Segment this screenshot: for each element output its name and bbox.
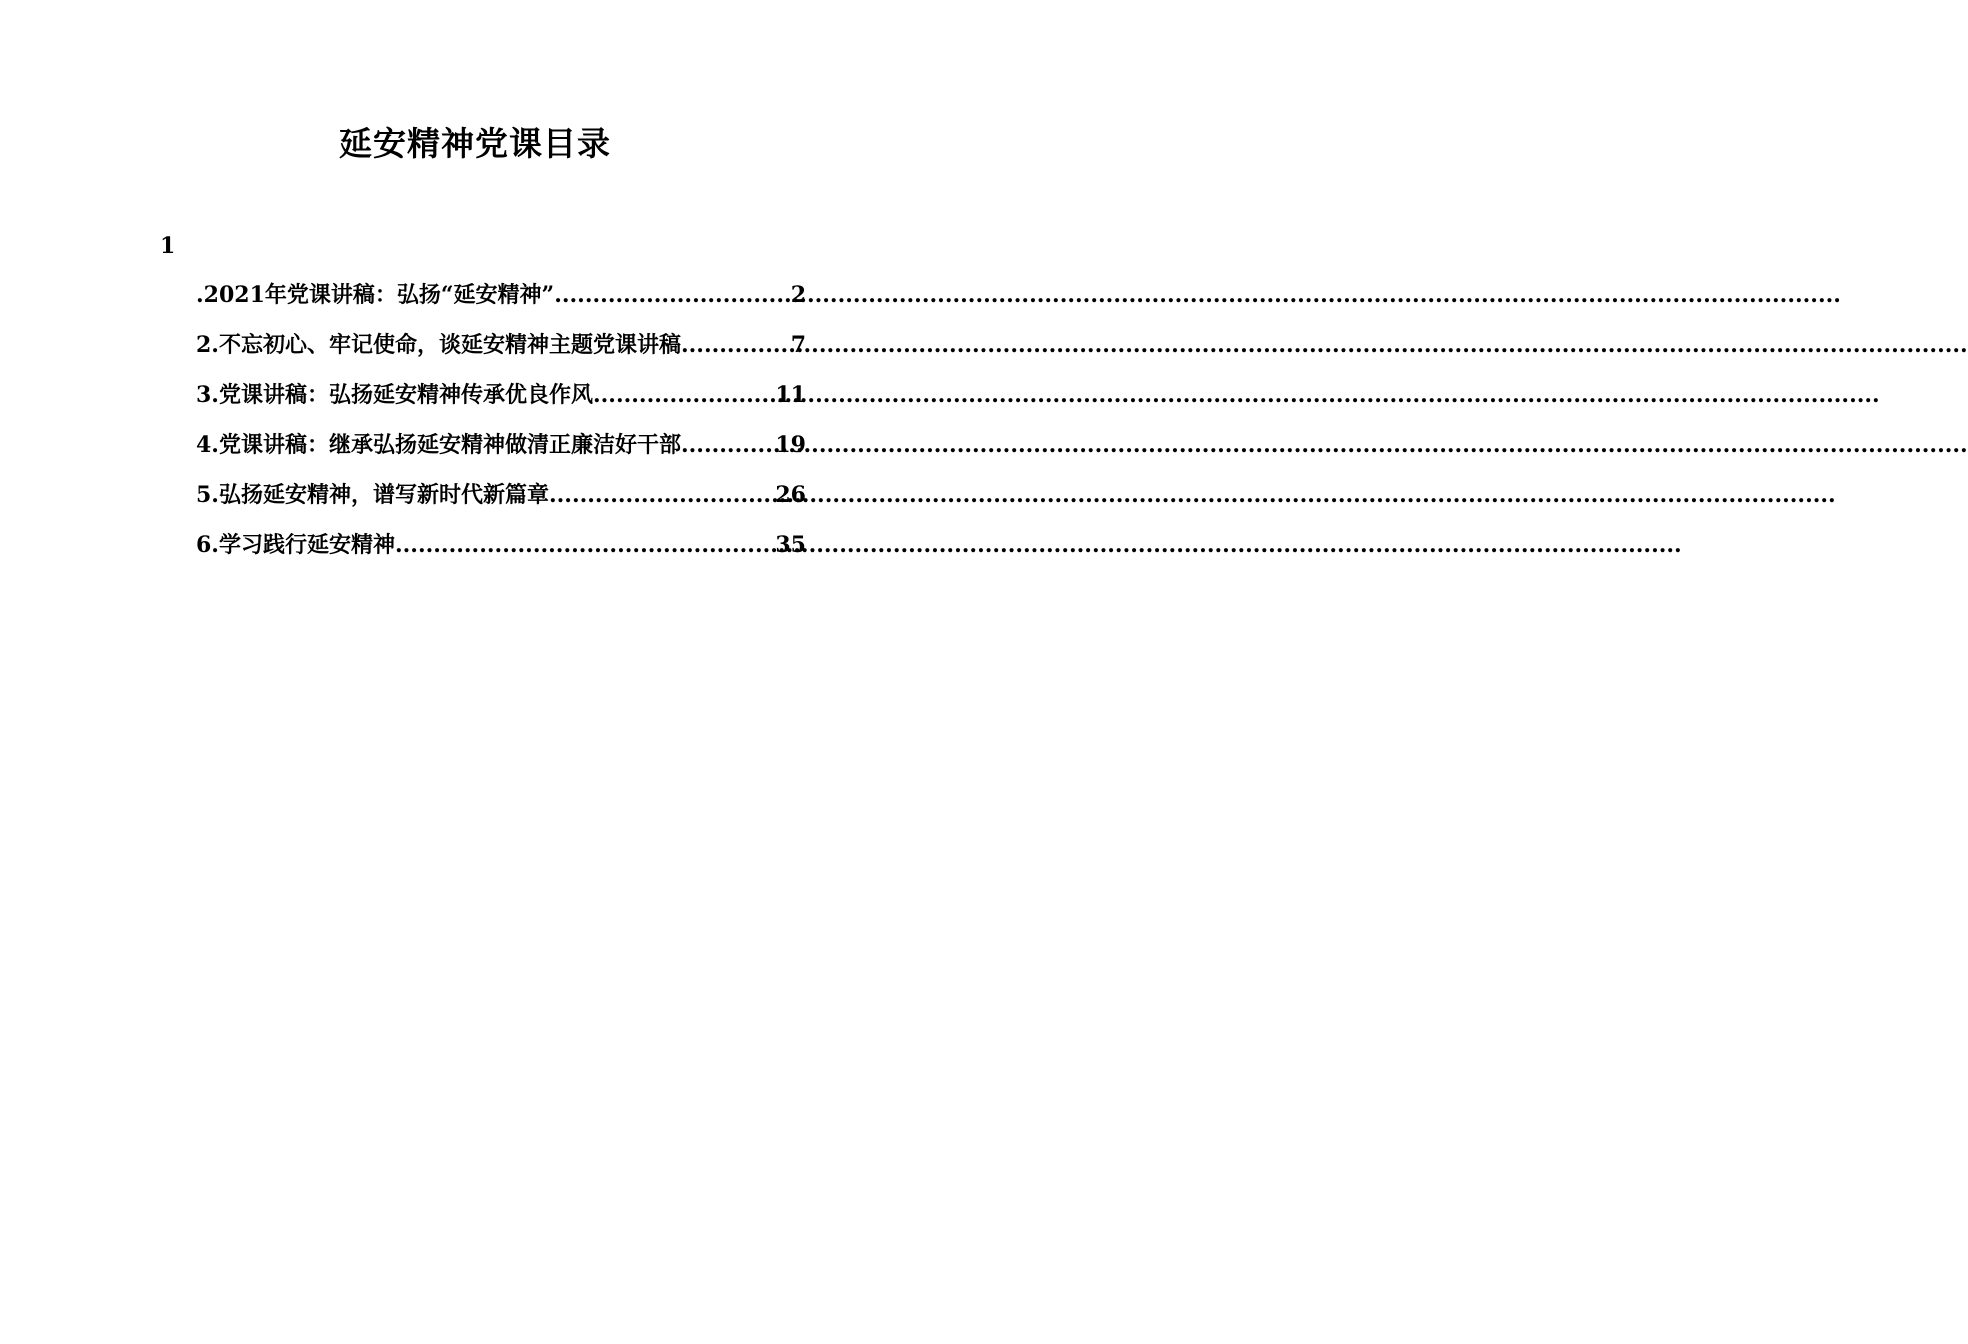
toc-entry-title: 6.学习践行延安精神 (196, 532, 395, 558)
toc-entry-title: 2.不忘初心、牢记使命，谈延安精神主题党课讲稿 (196, 332, 681, 358)
toc-entry-page: 11 (775, 382, 806, 408)
toc-dot-leader (395, 528, 775, 562)
toc-dot-leader (554, 278, 790, 312)
toc-entry[interactable] (196, 328, 806, 378)
toc-entry-page: 19 (775, 432, 806, 458)
toc-entry-title: .2021年党课讲稿：弘扬“延安精神” (196, 282, 555, 308)
toc-dot-leader (681, 328, 791, 362)
toc-entry-page: 26 (775, 482, 806, 508)
toc-entry-title: 5.弘扬延安精神，谱写新时代新篇章 (196, 482, 549, 508)
toc-list (196, 278, 806, 578)
toc-dot-leader (681, 428, 775, 462)
toc-entry-page: 2 (790, 282, 806, 308)
document-title: 延安精神党课目录 (339, 124, 611, 163)
toc-dot-leader (549, 478, 775, 512)
toc-entry[interactable] (196, 478, 806, 528)
toc-entry[interactable] (196, 428, 806, 478)
toc-entry[interactable] (196, 528, 806, 578)
toc-entry-page: 35 (775, 532, 806, 558)
toc-entry[interactable] (196, 278, 806, 328)
toc-entry-title: 3.党课讲稿：弘扬延安精神传承优良作风 (196, 382, 593, 408)
toc-lead-number: 1 (160, 233, 176, 259)
toc-entry-page: 7 (790, 332, 806, 358)
toc-entry[interactable] (196, 378, 806, 428)
document-page (0, 0, 950, 1344)
toc-entry-title: 4.党课讲稿：继承弘扬延安精神做清正廉洁好干部 (196, 432, 681, 458)
toc-dot-leader (593, 378, 775, 412)
